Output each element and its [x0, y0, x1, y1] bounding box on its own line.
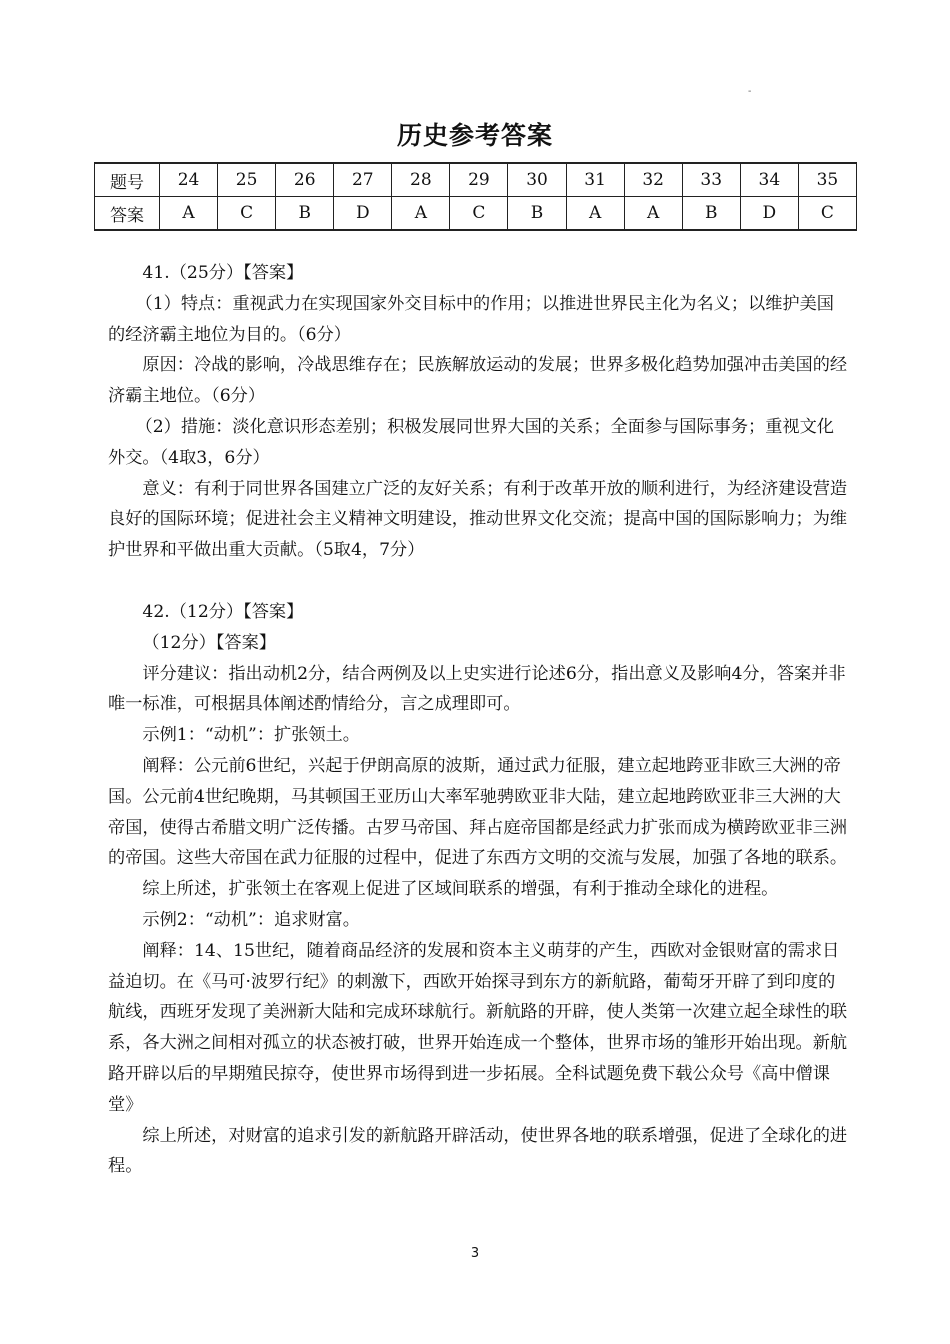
answer-cell: B	[682, 197, 740, 231]
page-title: 历史参考答案	[396, 121, 553, 150]
question-number-cell: 32	[624, 163, 682, 197]
question-number-cell: 28	[392, 163, 450, 197]
answer-table	[94, 162, 857, 231]
question-number-cell: 33	[682, 163, 740, 197]
page-number: 3	[470, 1246, 480, 1261]
answer-cell: A	[392, 197, 450, 231]
question-number-cell: 27	[334, 163, 392, 197]
answer-content	[108, 258, 848, 1182]
answer-cell: D	[334, 197, 392, 231]
question-42-subheading: （12分）【答案】	[142, 632, 276, 653]
answer-cell: A	[566, 197, 624, 231]
question-42-section	[108, 597, 848, 1182]
question-number-cell: 30	[508, 163, 566, 197]
answer-row	[95, 197, 857, 231]
question-number-cell: 35	[798, 163, 856, 197]
question-number-cell: 31	[566, 163, 624, 197]
question-42-example1-title: 示例1：“动机”：扩张领土。	[142, 725, 360, 746]
question-42-heading: 42.（12分）【答案】	[142, 601, 304, 622]
row-label-answer: 答案	[95, 197, 160, 231]
answer-cell: C	[218, 197, 276, 231]
question-number-cell: 26	[276, 163, 334, 197]
question-42-example2-explanation: 阐释：14、15世纪，随着商品经济的发展和资本主义萌芽的产生，西欧对金银财富的需求日益迫切。在《马可·波罗行纪》的刺激下，西欧开始探寻到东方的新航路，葡萄牙开辟了到印度的航线，西班牙发现了美洲新大陆和完成环球航行。新航路的开辟，使人类第一次建立起全球性的联系，各大洲之间相对孤立的状态被打破，世界开始连成一个整体，世界市场的雏形开始出现。新航路开辟以后的早期殖民掠夺，使世界市场得到进一步拓展。全科试题免费下载公众号《高中僧课堂》	[108, 940, 848, 1115]
question-41-part1-features: （1）特点：重视武力在实现国家外交目标中的作用；以推进世界民主化为名义；以维护美国的经济霸主地位为目的。（6分）	[108, 293, 834, 345]
row-label-question-number: 题号	[95, 163, 160, 197]
question-42-example2-title: 示例2：“动机”：追求财富。	[142, 909, 360, 930]
question-42-example1-explanation: 阐释：公元前6世纪，兴起于伊朗高原的波斯，通过武力征服，建立起地跨亚非欧三大洲的帝国。公元前4世纪晚期，马其顿国王亚历山大率军驰骋欧亚非大陆，建立起地跨欧亚非三大洲的大帝国，使得古希腊文明广泛传播。古罗马帝国、拜占庭帝国都是经武力扩张而成为横跨欧亚非三洲的帝国。这些大帝国在武力征服的过程中，促进了东西方文明的交流与发展，加强了各地的联系。	[108, 755, 848, 869]
question-41-part1-reasons: 原因：冷战的影响，冷战思维存在；民族解放运动的发展；世界多极化趋势加强冲击美国的经济霸主地位。（6分）	[108, 355, 848, 407]
question-number-cell: 29	[450, 163, 508, 197]
question-42-example1-summary: 综上所述，扩张领土在客观上促进了区域间联系的增强，有利于推动全球化的进程。	[142, 879, 779, 900]
question-42-example2-summary: 综上所述，对财富的追求引发的新航路开辟活动，使世界各地的联系增强，促进了全球化的进程。	[108, 1125, 848, 1177]
answer-cell: D	[740, 197, 798, 231]
question-41-section	[108, 258, 848, 566]
answer-cell: B	[508, 197, 566, 231]
question-number-cell: 24	[160, 163, 218, 197]
question-number-cell: 34	[740, 163, 798, 197]
question-41-heading: 41.（25分）【答案】	[142, 263, 304, 283]
answer-cell: B	[276, 197, 334, 231]
answer-cell: C	[450, 197, 508, 231]
section-spacer	[108, 566, 848, 597]
question-number-cell: 25	[218, 163, 276, 197]
question-number-row	[95, 163, 857, 197]
question-41-part2-significance: 意义：有利于同世界各国建立广泛的友好关系；有利于改革开放的顺利进行，为经济建设营造良好的国际环境；促进社会主义精神文明建设，推动世界文化交流；提高中国的国际影响力；为维护世界和平做出重大贡献。（5取4，7分）	[108, 478, 848, 561]
question-41-part2-measures: （2）措施：淡化意识形态差别；积极发展同世界大国的关系；全面参与国际事务；重视文化外交。（4取3，6分）	[108, 416, 834, 468]
answer-cell: A	[160, 197, 218, 231]
header-mark: -	[748, 86, 752, 97]
answer-cell: C	[798, 197, 856, 231]
question-42-scoring-advice: 评分建议：指出动机2分，结合两例及以上史实进行论述6分，指出意义及影响4分，答案并非唯一标准，可根据具体阐述酌情给分，言之成理即可。	[108, 663, 846, 715]
answer-cell: A	[624, 197, 682, 231]
